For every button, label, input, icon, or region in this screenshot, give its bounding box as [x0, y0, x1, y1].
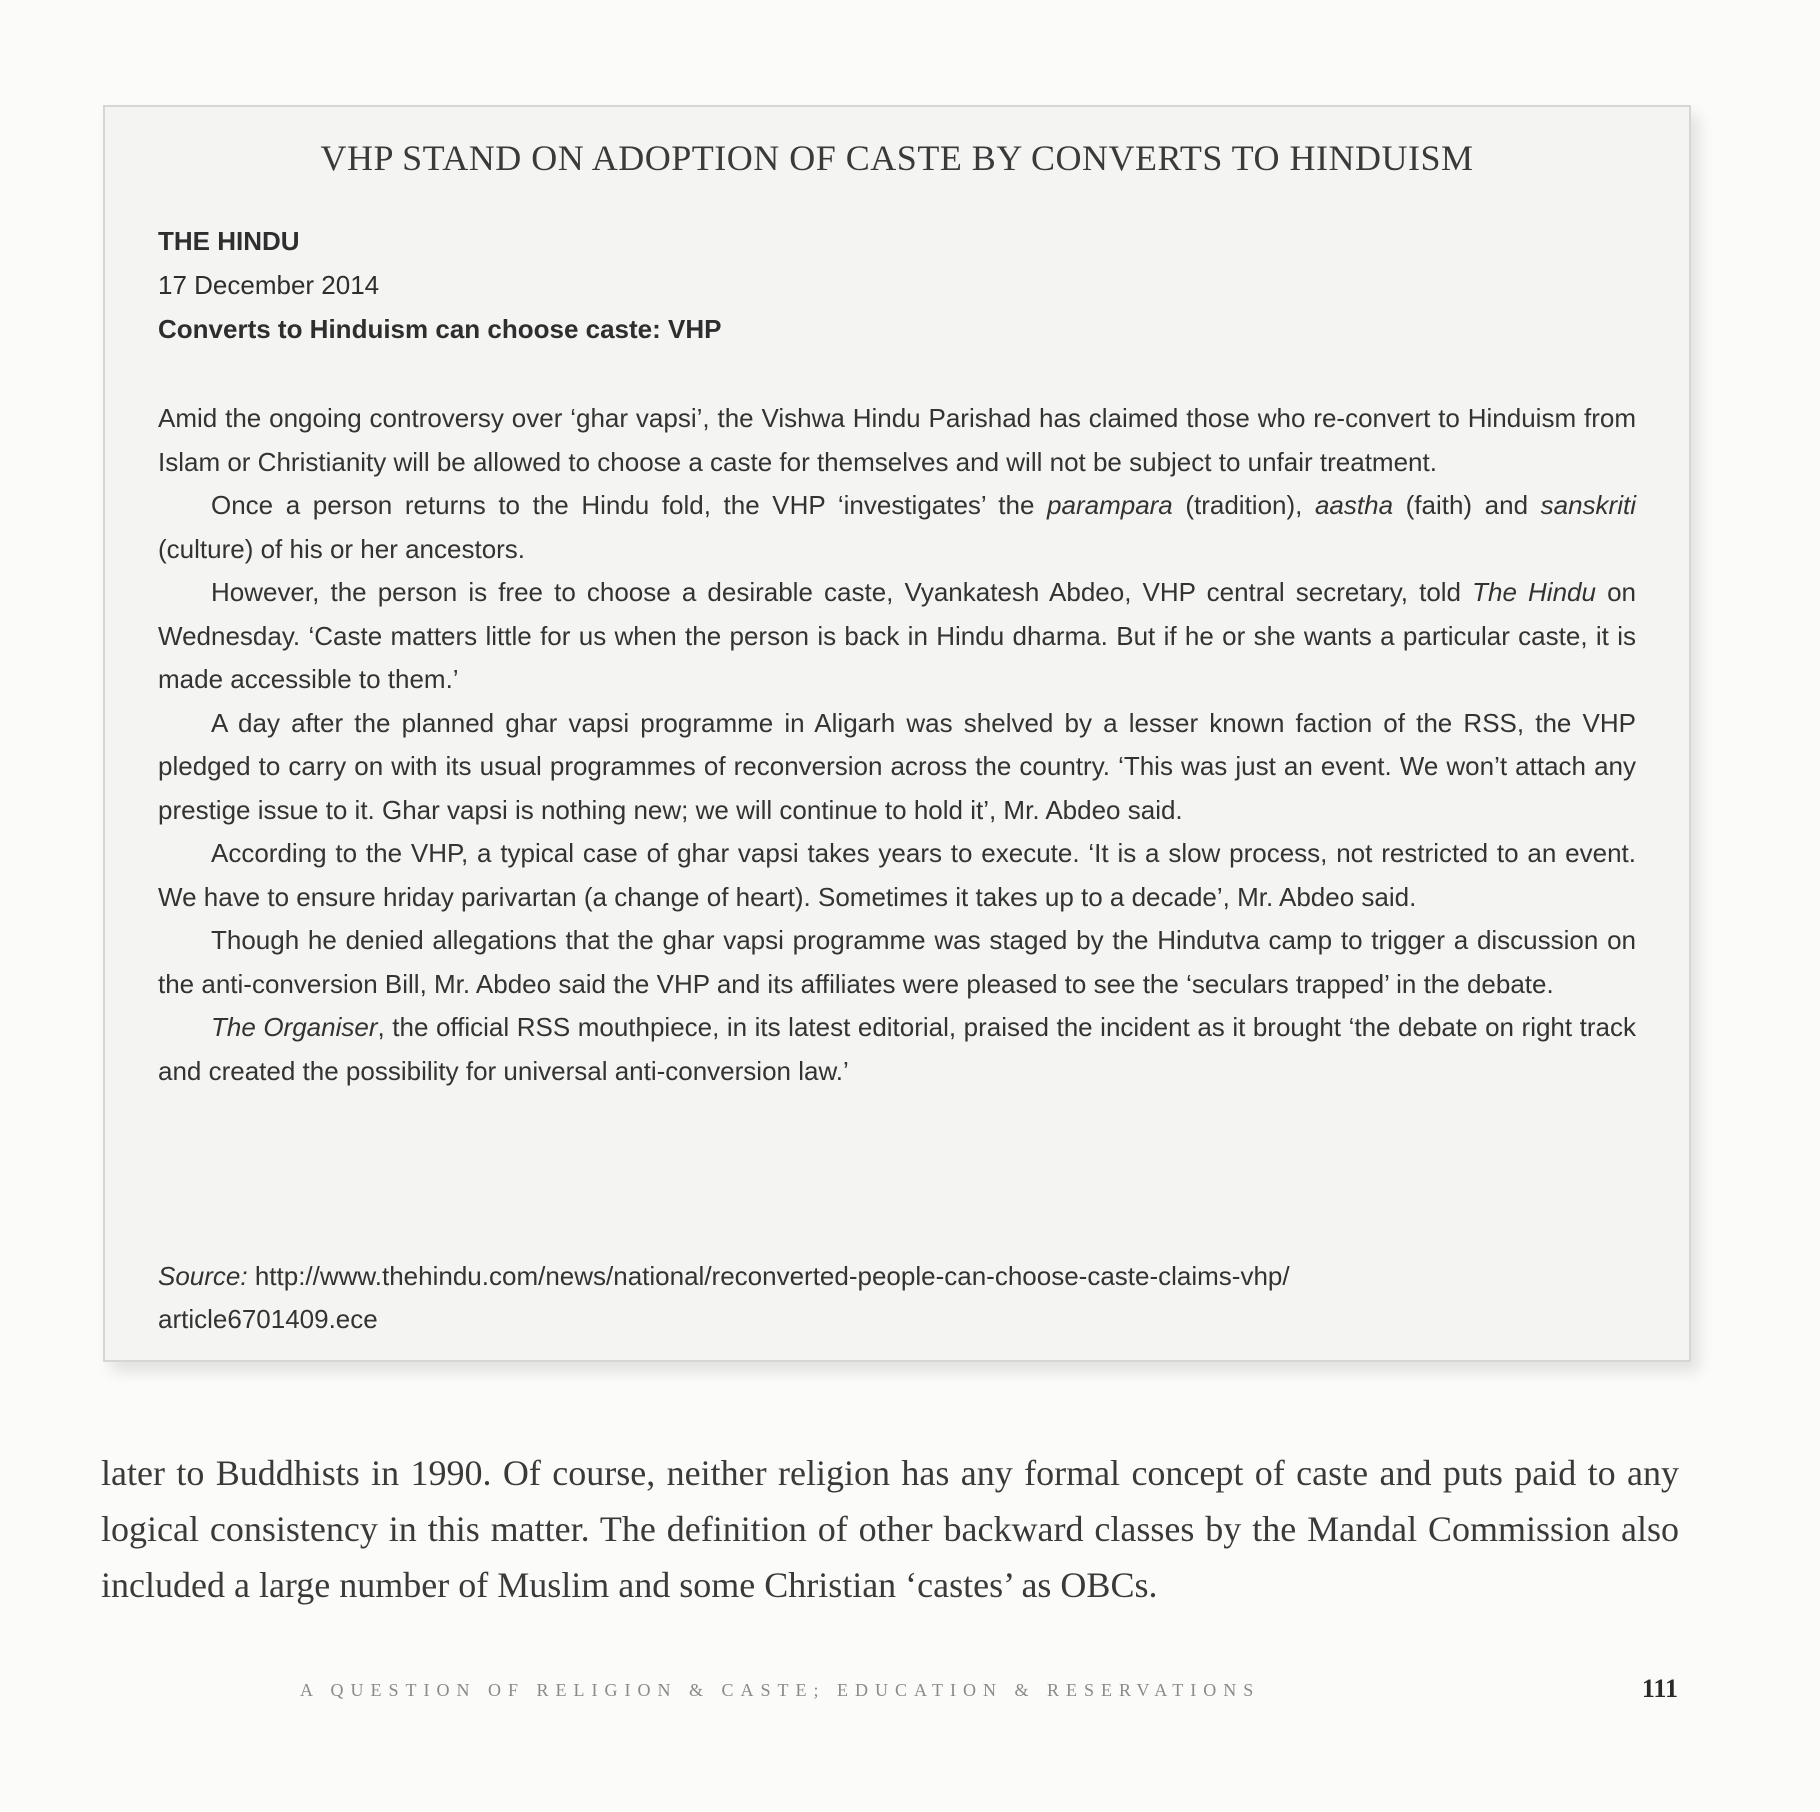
box-title: VHP STAND ON ADOPTION OF CASTE BY CONVERTS TO HINDUISM [320, 138, 1474, 178]
text-span: Once a person returns to the Hindu fold, the VHP ‘investigates’ the [211, 490, 1048, 520]
page-number: 111 [1641, 1674, 1678, 1703]
article-paragraph [158, 702, 1636, 833]
article-paragraph [158, 1006, 1636, 1093]
text-span: , the official RSS mouthpiece, in its latest editorial, praised the incident as it brought ‘the debate on right track and created the possibility for universal anti-conversion law.’ [158, 1012, 1636, 1086]
text-span: Amid the ongoing controversy over ‘ghar vapsi’, the Vishwa Hindu Parishad has claimed those who re-convert to Hinduism from Islam or Christianity will be allowed to choose a caste for themselves and will not be subject to unfair treatment. [158, 403, 1636, 477]
running-footer: A QUESTION OF RELIGION & CASTE; EDUCATION & RESERVATIONS [300, 1680, 1261, 1700]
italic-text: parampara [1047, 490, 1173, 520]
italic-text: aastha [1314, 490, 1394, 520]
publication-name: THE HINDU [158, 226, 300, 256]
article-paragraph [158, 484, 1636, 571]
text-span: (faith) and [1393, 490, 1541, 520]
text-span: A day after the planned ghar vapsi programme in Aligarh was shelved by a lesser known faction of the RSS, the VHP pledged to carry on with its usual programmes of reconversion across the country. ‘This was just an event. We won’t attach any prestige issue to it. Ghar vapsi is nothing new; we will continue to hold it’, Mr. Abdeo said. [158, 707, 1636, 825]
italic-text: The Organiser [211, 1012, 378, 1042]
body-paragraph [101, 1445, 1679, 1613]
publication-date: 17 December 2014 [158, 270, 380, 300]
article-body [158, 397, 1636, 1093]
article-paragraph [158, 571, 1636, 702]
source-label: Source: [158, 1261, 248, 1291]
text-span: (culture) of his or her ancestors. [158, 533, 526, 564]
article-headline: Converts to Hinduism can choose caste: VHP [158, 314, 722, 344]
article-paragraph [158, 919, 1636, 1006]
text-span: (tradition), [1172, 490, 1315, 520]
article-meta [158, 219, 721, 351]
italic-text: The Hindu [1472, 577, 1596, 607]
source-url: http://www.thehindu.com/news/national/reconverted-people-can-choose-caste-claims-vhp/ article6701409.ece [158, 1261, 1290, 1334]
italic-text: sanskriti [1540, 490, 1636, 520]
source-citation [158, 1255, 1636, 1341]
text-span: on Wednesday. ‘Caste matters little for us when the person is back in Hindu dharma. But if he or she wants a particular caste, it is made accessible to them.’ [158, 577, 1636, 694]
article-paragraph [158, 397, 1636, 484]
news-excerpt-box [103, 105, 1691, 1362]
body-paragraph-text: later to Buddhists in 1990. Of course, neither religion has any formal concept of caste and puts paid to any logical consistency in this matter. The definition of other backward classes by the Mandal Commission also included a large number of Muslim and some Christian ‘castes’ as OBCs. [101, 1453, 1679, 1605]
text-span: Though he denied allegations that the ghar vapsi programme was staged by the Hindutva camp to trigger a discussion on the anti-conversion Bill, Mr. Abdeo said the VHP and its affiliates were pleased to see the ‘seculars trapped’ in the debate. [158, 925, 1636, 999]
text-span: However, the person is free to choose a desirable caste, Vyankatesh Abdeo, VHP central secretary, told [211, 577, 1473, 607]
article-paragraph [158, 832, 1636, 919]
text-span: According to the VHP, a typical case of ghar vapsi takes years to execute. ‘It is a slow process, not restricted to an event. We have to ensure hriday parivartan (a change of heart). Sometimes it takes up to a decade’, Mr. Abdeo said. [158, 838, 1636, 912]
